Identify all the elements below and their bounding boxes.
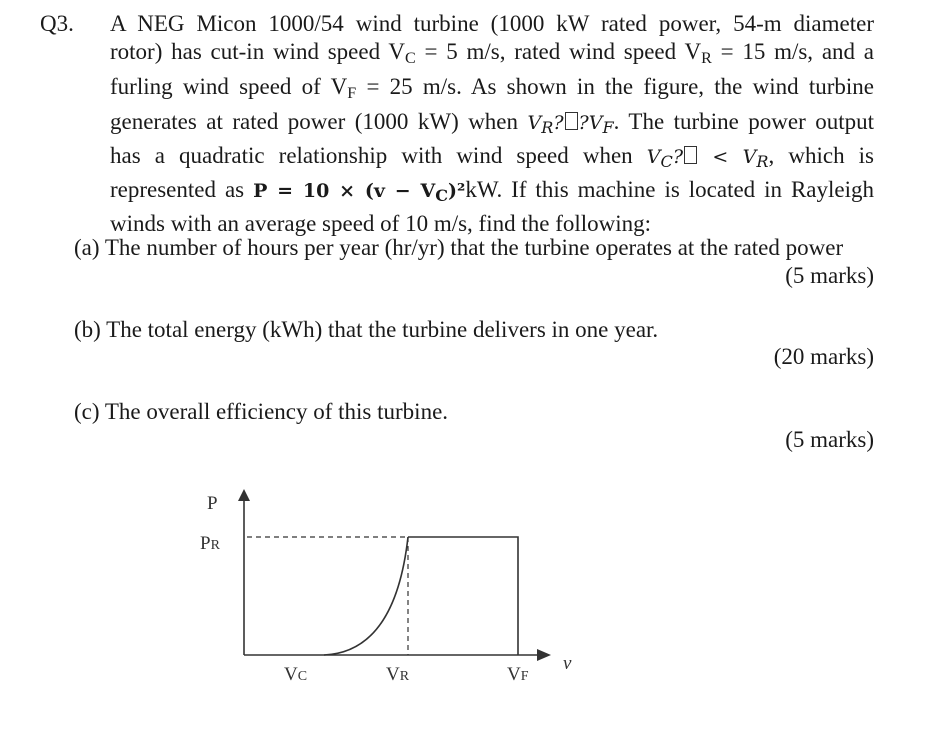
- question-line-6: represented as $P = 10 \times (v - V_C)^2kW$. If this machine is located in Rayleigh: [110, 177, 875, 206]
- rated-power-label: PR: [200, 533, 220, 554]
- question-line-5: has a quadratic relationship with wind speed when $V_C$? < $V_R$, which is: [110, 143, 874, 172]
- question-number: Q3.: [40, 11, 74, 36]
- part-b-marks: (20 marks): [773, 344, 874, 369]
- question-line-2: rotor) has cut-in wind speed $V_C = 5$ m/s, rated wind speed $V_R = 15$ m/s, and a: [110, 39, 874, 68]
- y-axis-arrow: [238, 489, 250, 501]
- power-curve-rated-segment: [408, 537, 518, 655]
- tick-label-vf: VF: [507, 664, 529, 685]
- question-line-4: generates at rated power (1000 kW) when $V_R$? $?V_F$. The turbine power output: [110, 109, 874, 138]
- x-axis-arrow: [537, 649, 551, 661]
- part-c-marks: (5 marks): [785, 427, 874, 452]
- x-axis-label: v: [563, 653, 572, 674]
- question-line-3: furling wind speed of $V_F = 25$ m/s. As shown in the figure, the wind turbine: [110, 74, 874, 103]
- part-c-text: (c) The overall efficiency of this turbine.: [74, 399, 449, 424]
- power-curve-quadratic: [324, 537, 408, 655]
- tick-label-vr: VR: [386, 664, 410, 685]
- part-b-text: (b) The total energy (kWh) that the turbine delivers in one year.: [74, 317, 659, 342]
- y-axis-label: P: [207, 493, 218, 514]
- part-a-marks: (5 marks): [785, 263, 874, 288]
- tick-label-vc: VC: [284, 664, 308, 685]
- question-line-1: A NEG Micon 1000/54 wind turbine (1000 kW rated power, 54-m diameter: [110, 11, 874, 36]
- question-line-7: winds with an average speed of 10 m/s, find the following:: [110, 211, 652, 237]
- part-a-text: (a) The number of hours per year (hr/yr) that the turbine operates at the rated power: [74, 235, 844, 260]
